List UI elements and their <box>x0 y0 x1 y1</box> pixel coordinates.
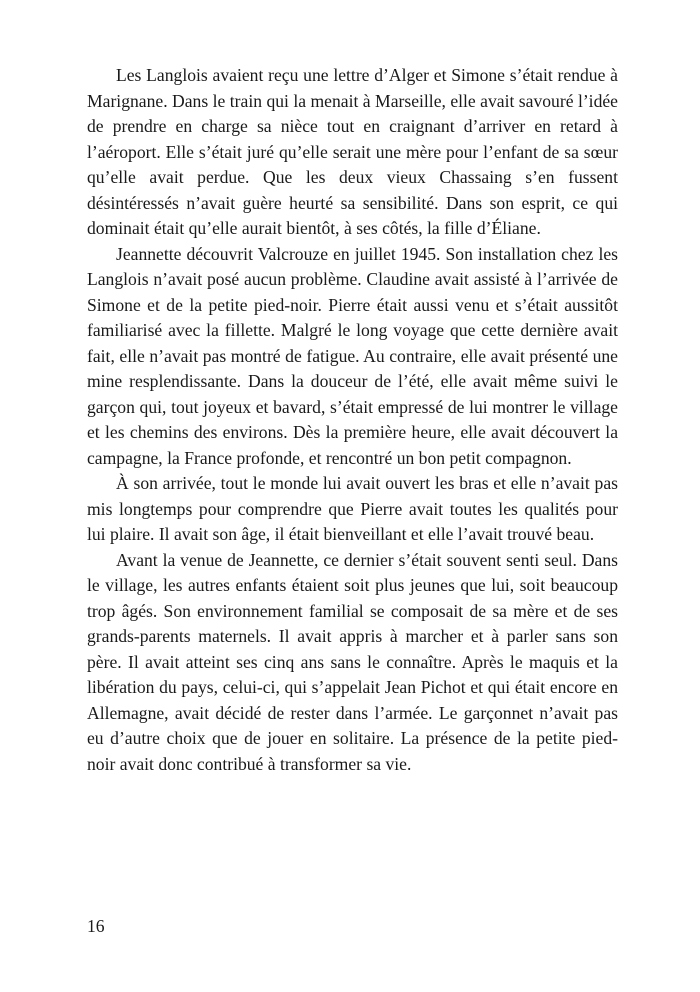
page-body <box>87 63 618 777</box>
paragraph-2: Jeannette découvrit Valcrouze en juillet 1945. Son installation chez les Langlois n’avait posé aucun problème. Claudine avait assisté à l’arrivée de Simone et de la petite pied-noir. Pierre était aussi venu et s’était aussitôt familiarisé avec la fillette. Malgré le long voyage que cette dernière avait fait, elle n’avait pas montré de fatigue. Au contraire, elle avait présenté une mine resplendissante. Dans la douceur de l’été, elle avait même suivi le garçon qui, tout joyeux et bavard, s’était empressé de lui montrer le village et les chemins des environs. Dès la première heure, elle avait découvert la campagne, la France profonde, et rencontré un bon petit compagnon. <box>87 243 618 468</box>
paragraph-3: À son arrivée, tout le monde lui avait ouvert les bras et elle n’avait pas mis longtemps pour comprendre que Pierre avait toutes les qualités pour lui plaire. Il avait son âge, il était bienveillant et elle l’avait trouvé beau. <box>87 473 618 544</box>
page-number: 16 <box>87 916 105 936</box>
paragraph-4: Avant la venue de Jeannette, ce dernier s’était souvent senti seul. Dans le village, les autres enfants étaient soit plus jeunes que lui, soit beaucoup trop âgés. Son environnement familial se composait de sa mère et de ses grands-parents maternels. Il avait appris à marcher et à parler sans son père. Il avait atteint ses cinq ans sans le connaître. Après le maquis et la libération du pays, celui-ci, qui s’appelait Jean Pichot et qui était encore en Allemagne, avait décidé de rester dans l’armée. Le garçonnet n’avait pas eu d’autre choix que de jouer en solitaire. La présence de la petite pied-noir avait donc contribué à transformer sa vie. <box>87 549 618 774</box>
paragraph-1: Les Langlois avaient reçu une lettre d’Alger et Simone s’était rendue à Marignane. Dans le train qui la menait à Marseille, elle avait savouré l’idée de prendre en charge sa nièce tout en craignant d’arriver en retard à l’aéroport. Elle s’était juré qu’elle serait une mère pour l’enfant de sa sœur qu’elle avait perdue. Que les deux vieux Chassaing s’en fussent désintéressés n’avait guère heurté sa sensibilité. Dans son esprit, ce qui dominait était qu’elle aurait bientôt, à ses côtés, la fille d’Éliane. <box>87 65 618 238</box>
